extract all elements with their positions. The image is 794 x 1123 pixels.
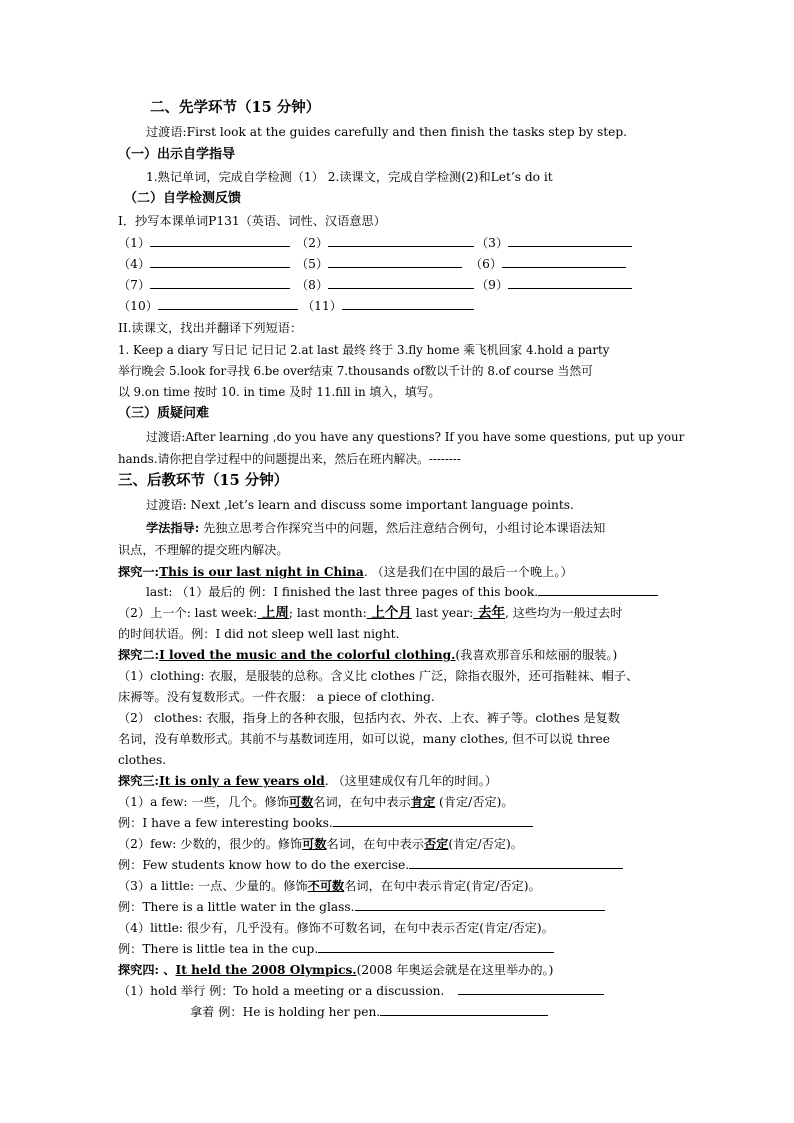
explore-text: last: （1）最后的 例：I finished the last three pages of this book. — [118, 582, 706, 602]
blank-row: （7） （8） （9） — [118, 275, 678, 295]
question-text: 过渡语:After learning ,do you have any questions? If you have some questions, put up your — [146, 430, 685, 444]
explore-text: 床褥等。没有复数形式。一件衣服： a piece of clothing. — [118, 690, 435, 704]
explore-text: 的时间状语。例：I did not sleep well last night. — [118, 627, 400, 641]
explore-two-heading: 探究二:I loved the music and the colorful clothing.(我喜欢那音乐和炫丽的服装。) — [118, 648, 618, 662]
answer-blank[interactable] — [355, 897, 605, 911]
answer-blank[interactable] — [458, 981, 604, 995]
guide-text: 1.熟记单词，完成自学检测（1） 2.读课文，完成自学检测(2)和Let’s do it — [146, 170, 553, 184]
answer-blank[interactable] — [150, 254, 290, 268]
phrases-line: 1. Keep a diary 写日记 记日记 2.at last 最终 终于 3.fly home 乘飞机回家 4.hold a party — [118, 343, 610, 357]
explore-text: 名词，没有单数形式。其前不与基数词连用，如可以说，many clothes, 但不可以说 three — [118, 732, 610, 746]
explore-text: （2） clothes: 衣服，指身上的各种衣服，包括内衣、外衣、上衣、裤子等。clothes 是复数 — [118, 711, 621, 725]
explore-text: （1）clothing: 衣服，是服装的总称。含义比 clothes 广泛，除指衣服外，还可指鞋袜、帽子、 — [118, 669, 639, 683]
blank-row: （1） （2） （3） — [118, 233, 678, 253]
example-line: 例：I have a few interesting books. — [118, 813, 678, 833]
explore-text: clothes. — [118, 753, 167, 767]
explore-one-heading: 探究一:This is our last night in China. （这是我们在中国的最后一个晚上。） — [118, 565, 573, 579]
answer-blank[interactable] — [158, 296, 298, 310]
example-line: 例：There is little tea in the cup. — [118, 939, 678, 959]
answer-blank[interactable] — [508, 233, 632, 247]
section-title-post-teach: 三、后教环节（15 分钟） — [118, 472, 289, 489]
words-title: I．抄写本课单词P131（英语、词性、汉语意思） — [118, 214, 386, 228]
answer-blank[interactable] — [328, 275, 474, 289]
phrases-title: II.读课文，找出并翻译下列短语： — [118, 321, 303, 335]
answer-blank[interactable] — [380, 1002, 548, 1016]
question-text: hands.请你把自学过程中的问题提出来，然后在班内解决。-------- — [118, 452, 461, 466]
answer-blank[interactable] — [342, 296, 474, 310]
part-title: （一）出示自学指导 — [118, 147, 236, 162]
example-line: 例：Few students know how to do the exercise. — [118, 855, 678, 875]
blank-row: （10） （11） — [118, 296, 678, 316]
answer-blank[interactable] — [508, 275, 632, 289]
example-line: 例：There is a little water in the glass. — [118, 897, 678, 917]
explore-three-heading: 探究三:It is only a few years old. （这里建成仅有几年的时间。） — [118, 774, 498, 788]
explore-text: （2）上一个: last week: 上周; last month: 上个月 last year: 去年, 这些均为一般过去时 — [118, 605, 623, 621]
explore-text: （4）little: 很少有，几乎没有。修饰不可数名词，在句中表示否定(肯定/否定)。 — [118, 921, 554, 935]
answer-blank[interactable] — [333, 813, 533, 827]
answer-blank[interactable] — [318, 939, 554, 953]
phrases-line: 举行晚会 5.look for寻找 6.be over结束 7.thousands of数以千计的 8.of course 当然可 — [118, 364, 593, 378]
transition-text: 过渡语: Next ,let’s learn and discuss some important language points. — [146, 498, 574, 512]
answer-blank[interactable] — [150, 233, 290, 247]
answer-blank[interactable] — [409, 855, 623, 869]
answer-blank[interactable] — [328, 254, 462, 268]
answer-blank[interactable] — [538, 582, 658, 596]
explore-text: （1）a few: 一些，几个。修饰可数名词，在句中表示肯定 (肯定/否定)。 — [118, 795, 514, 809]
explore-four-heading: 探究四: 、It held the 2008 Olympics.(2008 年奥运会就是在这里举办的。) — [118, 963, 554, 977]
section-title-pre-study: 二、先学环节（15 分钟） — [150, 99, 321, 116]
answer-blank[interactable] — [328, 233, 474, 247]
method-guide-cont: 识点，不理解的提交班内解决。 — [118, 543, 289, 557]
explore-text: （3）a little: 一点、少量的。修饰不可数名词，在句中表示肯定(肯定/否定)。 — [118, 879, 541, 893]
explore-text: （2）few: 少数的，很少的。修饰可数名词，在句中表示否定(肯定/否定)。 — [118, 837, 523, 851]
answer-blank[interactable] — [502, 254, 626, 268]
transition-text: 过渡语:First look at the guides carefully and then finish the tasks step by step. — [146, 125, 628, 139]
part-title: （三）质疑问难 — [118, 406, 210, 421]
method-guide: 学法指导: 先独立思考合作探究当中的问题，然后注意结合例句，小组讨论本课语法知 — [146, 521, 606, 535]
example-line: （1）hold 举行 例：To hold a meeting or a discussion. — [118, 981, 678, 1001]
phrases-line: 以 9.on time 按时 10. in time 及时 11.fill in 填入，填写。 — [118, 385, 441, 399]
answer-blank[interactable] — [150, 275, 290, 289]
part-title: （二）自学检测反馈 — [124, 191, 242, 206]
blank-row: （4） （5） （6） — [118, 254, 678, 274]
example-line: 拿着 例：He is holding her pen. — [190, 1002, 750, 1022]
